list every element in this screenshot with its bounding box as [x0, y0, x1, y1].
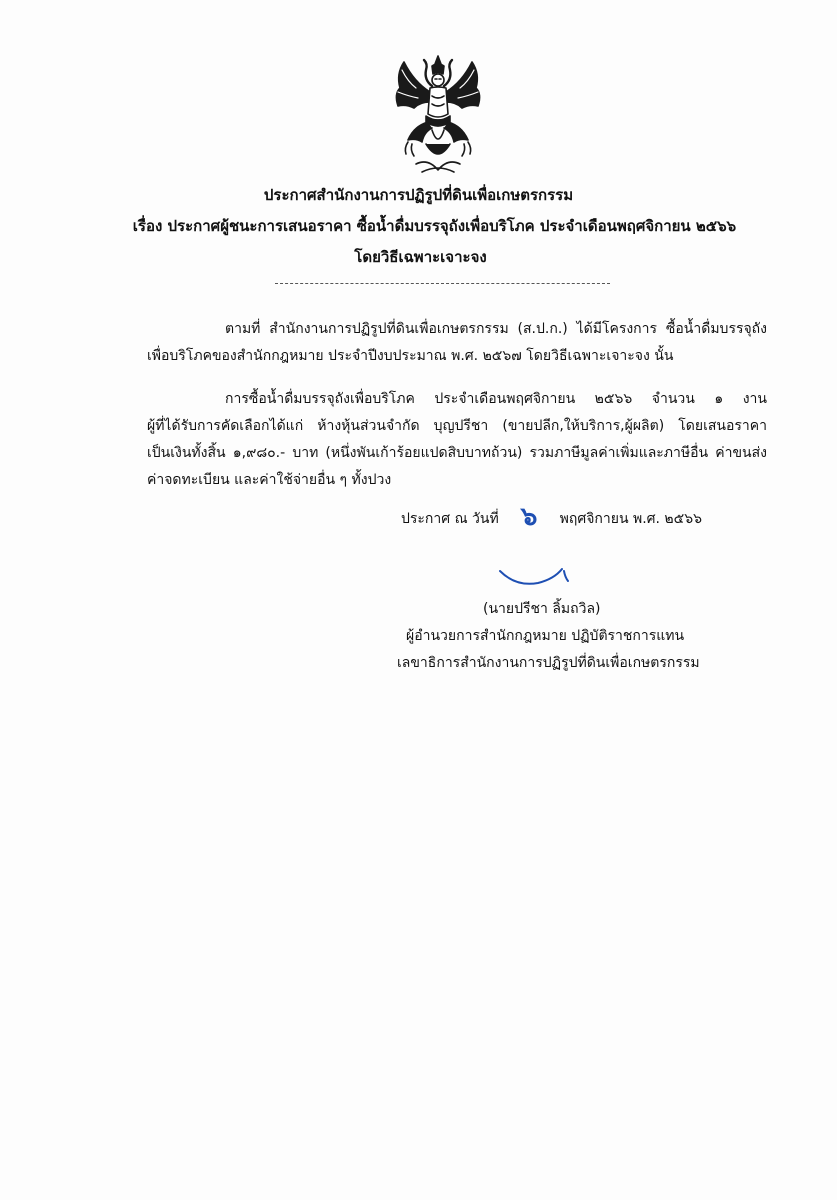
announcement-header	[0, 180, 837, 273]
handwritten-day: ๖	[520, 502, 538, 532]
header-divider	[275, 283, 610, 284]
body-line: การซื้อน้ำดื่มบรรจุถังเพื่อบริโภค ประจำเดือนพฤศจิกายน ๒๕๖๖ จำนวน ๑ งาน	[225, 391, 767, 407]
body-paragraph-2	[147, 386, 767, 494]
signatory-position-2: เลขาธิการสำนักงานการปฏิรูปที่ดินเพื่อเกษตรกรรม	[397, 655, 700, 671]
body-line: เพื่อบริโภคของสำนักกฎหมาย ประจำปีงบประมาณ พ.ศ. ๒๕๖๗ โดยวิธีเฉพาะเจาะจง นั้น	[147, 348, 674, 364]
body-line: ผู้ที่ได้รับการคัดเลือกได้แก่ ห้างหุ้นส่วนจำกัด บุญปรีชา (ขายปลีก,ให้บริการ,ผู้ผลิต) โดยเสนอราคา	[147, 418, 767, 434]
body-paragraph-1	[147, 316, 767, 370]
handwritten-signature	[498, 565, 572, 589]
announcement-body	[147, 316, 767, 494]
body-line: เป็นเงินทั้งสิ้น ๑,๙๘๐.- บาท (หนึ่งพันเก้าร้อยแปดสิบบาทถ้วน) รวมภาษีมูลค่าเพิ่มและภาษีอื่น ค่าขนส่ง	[147, 445, 767, 461]
date-prefix: ประกาศ ณ วันที่	[401, 511, 499, 527]
signatory-name: (นายปรีชา ลิ้มถวิล)	[483, 601, 601, 617]
announcement-subject: เรื่อง ประกาศผู้ชนะการเสนอราคา ซื้อน้ำดื่มบรรจุถังเพื่อบริโภค ประจำเดือนพฤศจิกายน ๒๕๖๖	[132, 217, 737, 235]
announcement-issuer: ประกาศสำนักงานการปฏิรูปที่ดินเพื่อเกษตรกรรม	[263, 186, 574, 204]
signatory-position: ผู้อำนวยการสำนักกฎหมาย ปฏิบัติราชการแทน	[406, 628, 685, 644]
body-line: ค่าจดทะเบียน และค่าใช้จ่ายอื่น ๆ ทั้งปวง	[147, 472, 392, 488]
procurement-method: โดยวิธีเฉพาะเจาะจง	[354, 248, 487, 266]
signatory-block	[384, 596, 724, 677]
announcement-date	[401, 503, 702, 531]
date-month-year: พฤศจิกายน พ.ศ. ๒๕๖๖	[559, 511, 703, 527]
garuda-emblem-icon	[386, 52, 490, 178]
body-line: ตามที่ สำนักงานการปฏิรูปที่ดินเพื่อเกษตรกรรม (ส.ป.ก.) ได้มีโครงการ ซื้อน้ำดื่มบรรจุถัง	[225, 321, 767, 337]
